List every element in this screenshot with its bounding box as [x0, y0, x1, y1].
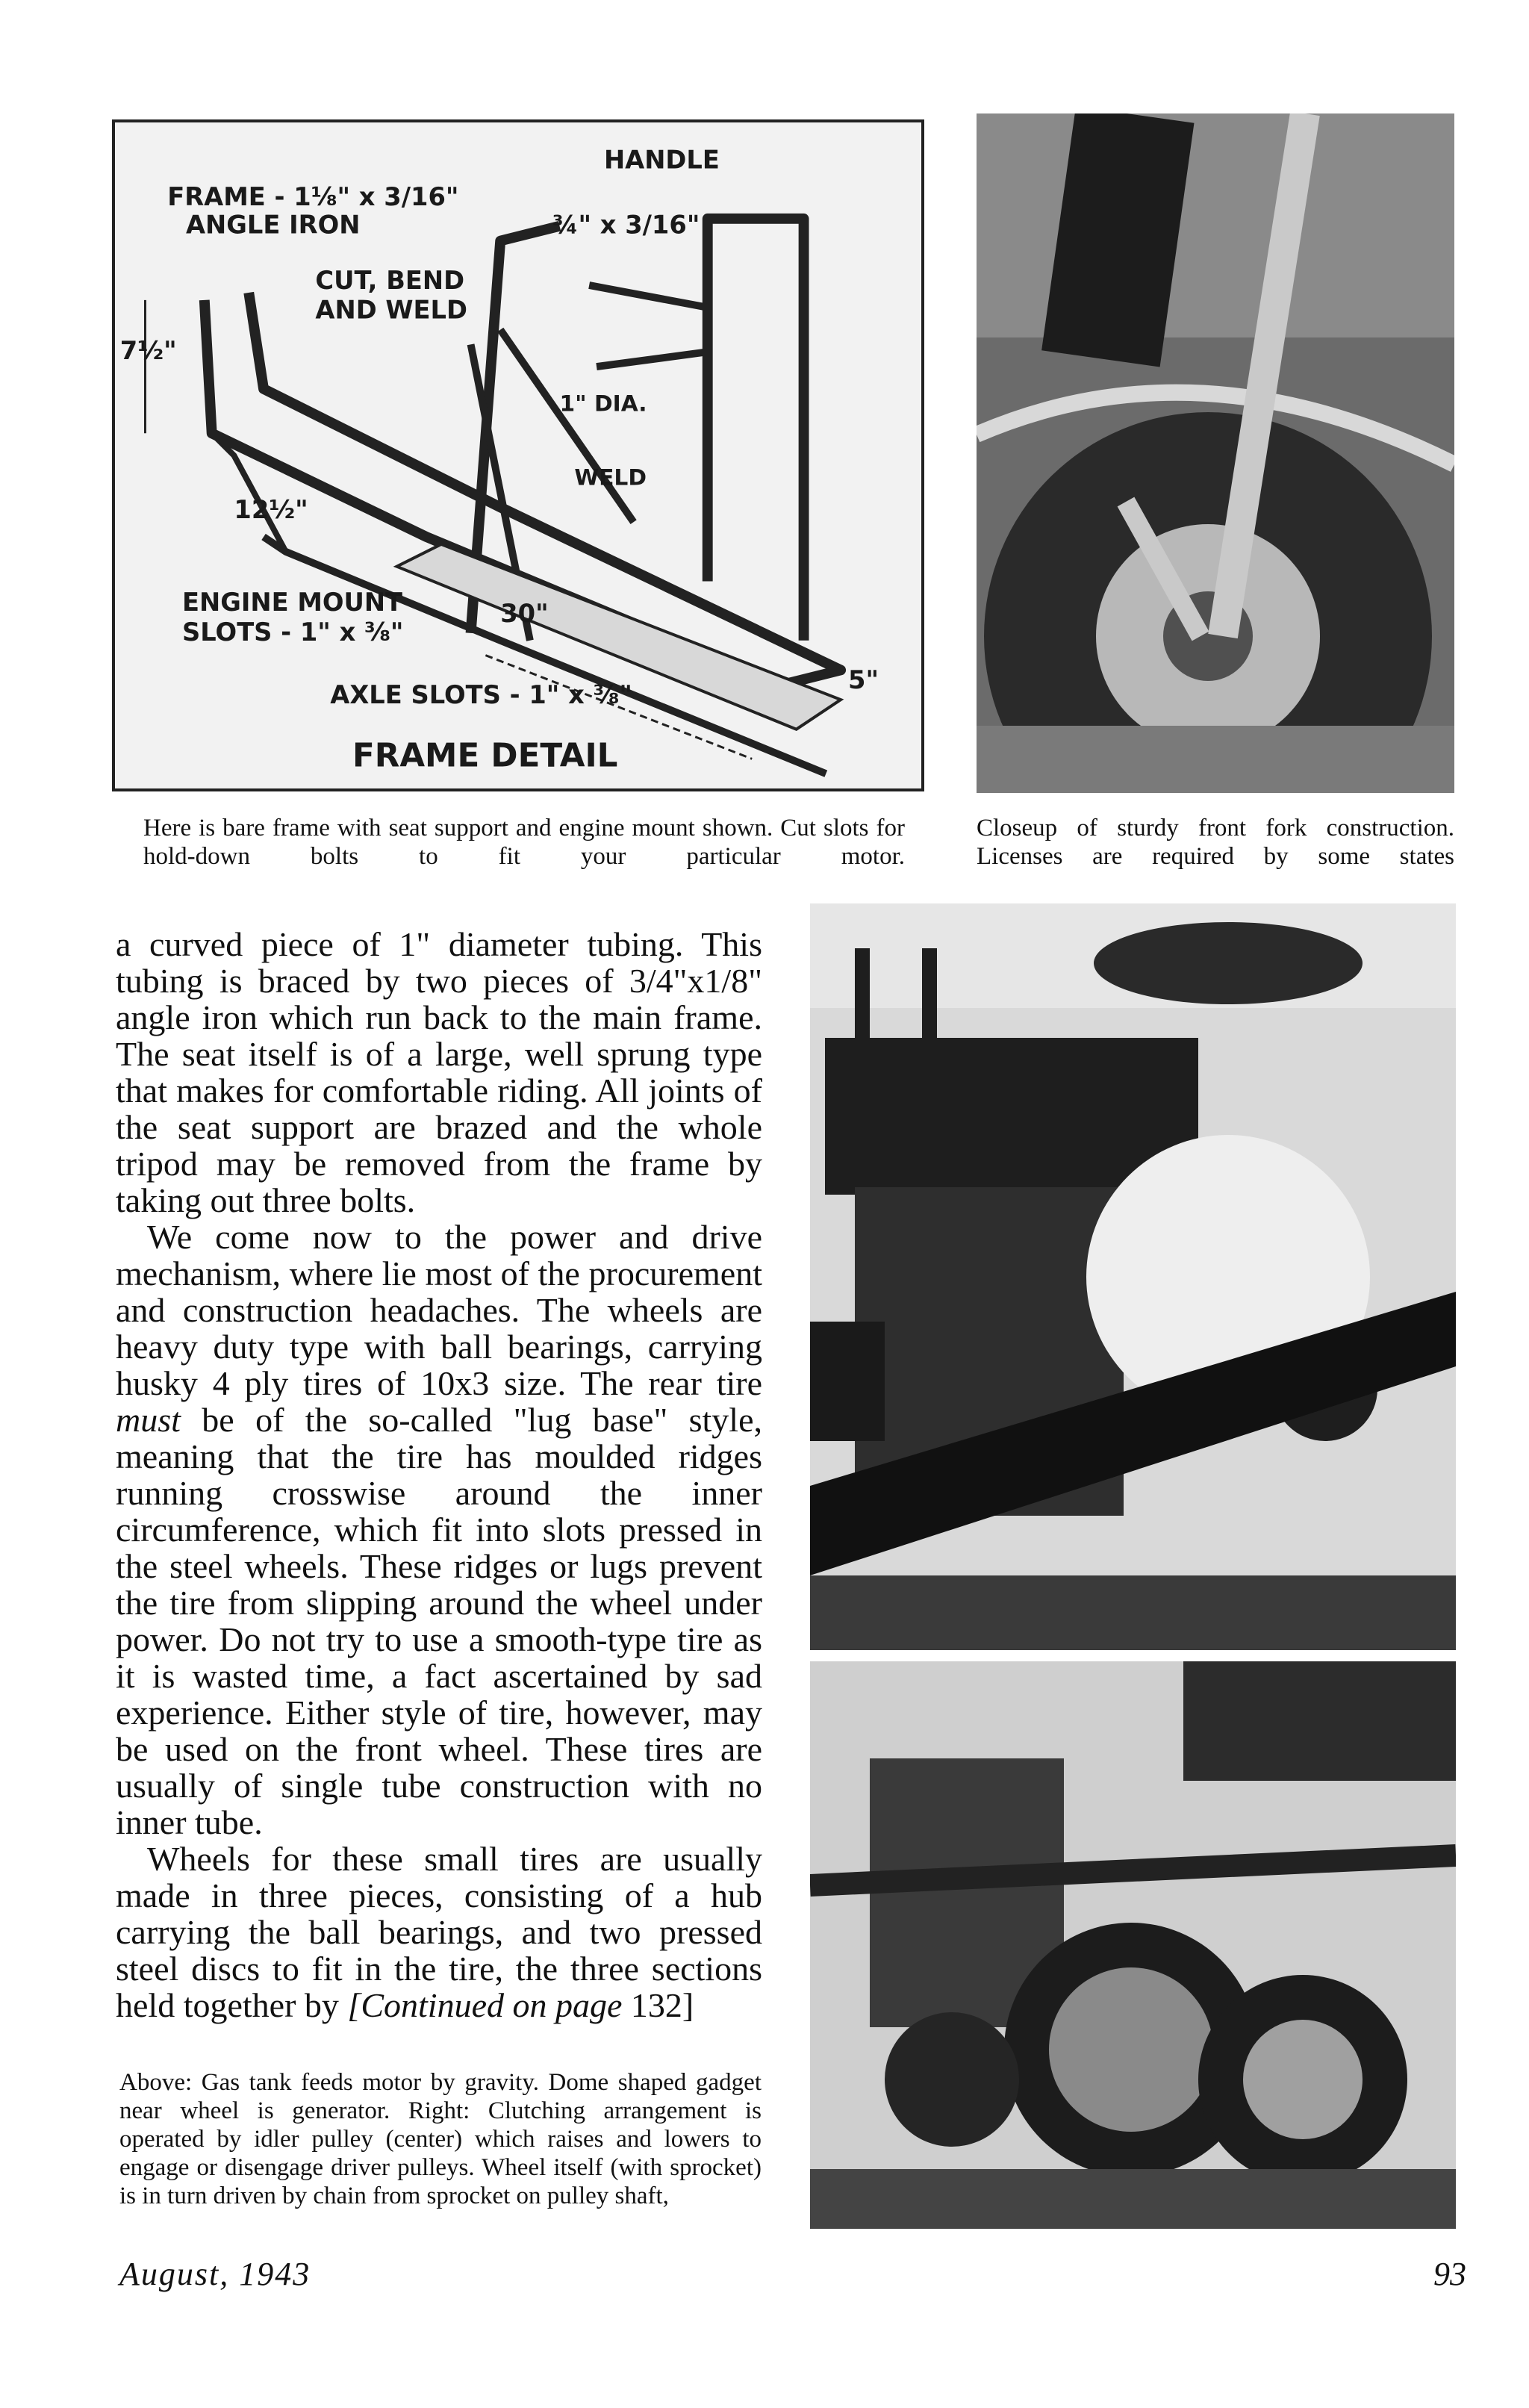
gas-tank-photo — [810, 903, 1456, 1650]
fork-caption-line1: Closeup of sturdy front fork construction. — [977, 815, 1454, 841]
label-dia: 1" DIA. — [559, 391, 647, 417]
label-angle-iron: ANGLE IRON — [185, 210, 361, 240]
issue-date: August, 1943 — [119, 2256, 311, 2292]
label-weld: WELD — [574, 464, 647, 491]
label-and-weld: AND WELD — [315, 295, 467, 325]
fork-caption-line2: Licenses are required by some states — [977, 843, 1454, 870]
label-length: 30" — [500, 599, 549, 628]
label-axle-slots: AXLE SLOTS - 1" x ⅜" — [330, 680, 632, 710]
paragraph-2-emphasis: must — [116, 1401, 181, 1439]
paragraph-3-text-b: 132] — [622, 1986, 694, 2024]
pulley-photo — [810, 1661, 1456, 2229]
gas-tank-caption: Above: Gas tank feeds motor by gravity. Dome shaped gadget near wheel is generator. Right: Clutching arrangement is operated by idler pulley (center) which raises and lowers to engage or disengage driver pulleys. Wheel itself (with sprocket) is in turn driven by chain from sprocket on pulley shaft, — [119, 2069, 762, 2209]
label-handle-size: ¾" x 3/16" — [552, 210, 700, 240]
label-height: 7½" — [119, 336, 177, 366]
paragraph-2 — [116, 1219, 762, 1841]
label-handle: HANDLE — [603, 145, 720, 175]
label-end: 5" — [848, 665, 879, 695]
label-engine-slots: SLOTS - 1" x ⅜" — [182, 617, 404, 647]
paragraph-3 — [116, 1841, 762, 2023]
article-body — [116, 926, 762, 2023]
label-width: 12½" — [234, 495, 308, 525]
diagram-title: FRAME DETAIL — [352, 737, 618, 775]
front-fork-photo — [977, 113, 1454, 793]
paragraph-3-text-a: Wheels for these small tires are usually made in three pieces, consisting of a hub carrying the ball bearings, and two pressed steel discs to fit in the tire, the three sections held together by — [116, 1840, 762, 2024]
frame-diagram-caption: Here is bare frame with seat support and engine mount shown. Cut slots for hold-down bolts to fit your particular motor. — [143, 815, 905, 870]
frame-detail-drawing — [115, 122, 921, 788]
paragraph-2-text-a: We come now to the power and drive mechanism, where lie most of the procurement and construction headaches. The wheels are heavy duty type with ball bearings, carrying husky 4 ply tires of 10x3 size. The rear tire — [116, 1218, 762, 1402]
frame-detail-diagram — [112, 119, 924, 791]
paragraph-1: a curved piece of 1" diameter tubing. This tubing is braced by two pieces of 3/4"x1/8" angle iron which run back to the main frame. The seat itself is of a large, well sprung type that makes for comfortable riding. All joints of the seat support are brazed and the whole tripod may be removed from the frame by taking out three bolts. — [116, 925, 762, 1219]
label-cut-bend: CUT, BEND — [315, 266, 465, 295]
page-number: 93 — [1433, 2256, 1466, 2292]
label-engine-mount: ENGINE MOUNT — [182, 588, 403, 617]
continued-reference: [Continued on page — [347, 1986, 623, 2024]
paragraph-2-text-b: be of the so-called "lug base" style, meaning that the tire has moulded ridges running crosswise around the inner circumference, which fit into slots pressed in the steel wheels. These ridges or lugs prevent the tire from slipping around the wheel under power. Do not try to use a smooth-type tire as it is wasted time, a fact ascertained by sad experience. Either style of tire, however, may be used on the front wheel. These tires are usually of single tube construction with no inner tube. — [116, 1401, 762, 1841]
label-frame: FRAME - 1⅛" x 3/16" — [167, 182, 459, 212]
